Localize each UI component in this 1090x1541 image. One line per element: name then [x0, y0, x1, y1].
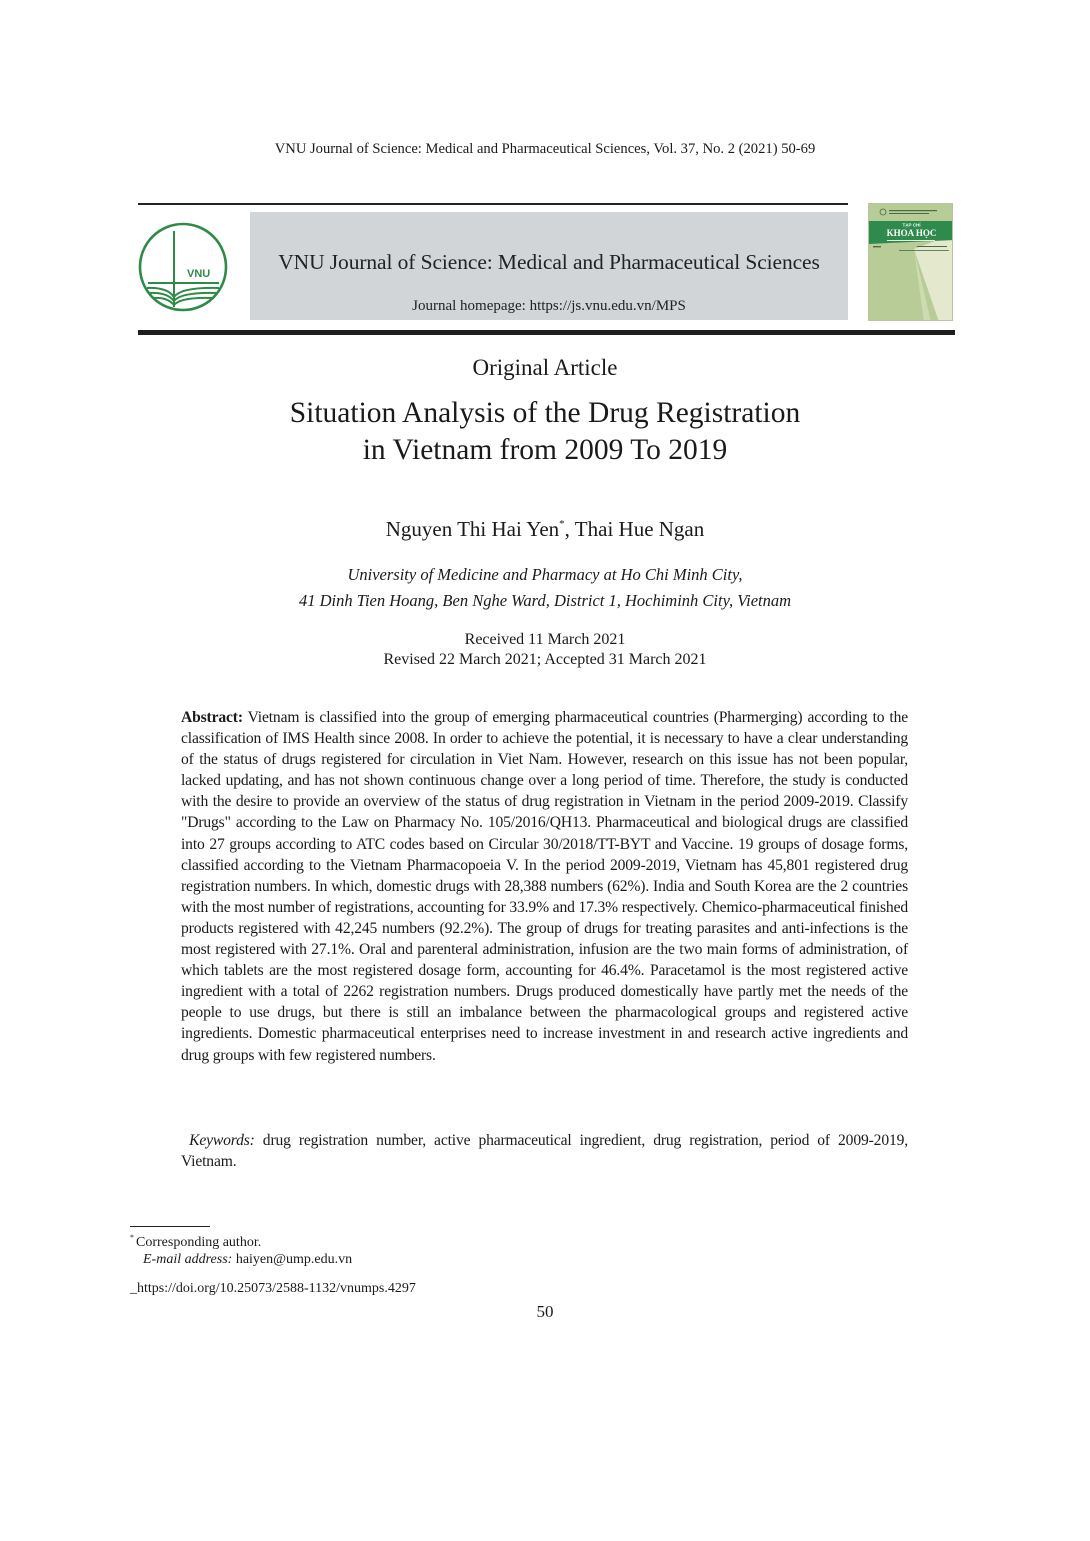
affiliation-line-2: 41 Dinh Tien Hoang, Ben Nghe Ward, District 1, Hochiminh City, Vietnam: [298, 591, 792, 610]
abstract-label: Abstract:: [181, 709, 243, 726]
author-list: [0, 517, 1090, 542]
abstract: [181, 707, 908, 1066]
header-rule-thick: [138, 330, 955, 335]
author-name: Nguyen Thi Hai Yen: [385, 517, 560, 541]
doi-link[interactable]: _https://doi.org/10.25073/2588-1132/vnumps.4297: [130, 1281, 416, 1296]
abstract-text: Vietnam is classified into the group of emerging pharmaceutical countries (Pharmerging) according to the classification of IMS Health since 2008. In order to achieve the potential, it is necessary to have a clear understanding of the status of drugs registered for circulation in Viet Nam. However, research on this issue has not been popular, lacked updating, and has not shown continuous change over a long period of time. Therefore, the study is conducted with the desire to provide an overview of the status of drug registration in Vietnam in the period 2009-2019. Classify "Drugs" according to the Law on Pharmacy No. 105/2016/QH13. Pharmaceutical and biological drugs are classified into 27 groups according to ATC codes based on Circular 30/2018/TT-BYT and Vaccine. 19 groups of dosage forms, classified according to the Vietnam Pharmacopoeia V. In the period 2009-2019, Vietnam has 45,801 registered drug registration numbers. In which, domestic drugs with 28,388 numbers (62%). India and South Korea are the 2 countries with the most number of registrations, accounting for 33.9% and 17.3% respectively. Chemico-pharmaceutical finished products registered with 42,245 numbers (92.2%). The group of drugs for treating parasites and anti-infections is the most registered with 27.1%. Oral and parenteral administration, infusion are the two main forms of administration, of which tablets are the most registered dosage form, accounting for 46.4%. Paracetamol is the most registered active ingredient with a total of 2262 registration numbers. Drugs produced domestically have partly met the needs of the people to use drugs, but there is still an imbalance between the pharmacological groups and registered active ingredients. Domestic pharmaceutical enterprises need to increase investment in and research active ingredients and drug groups with few registered numbers.: [181, 709, 909, 1064]
title-line-1: Situation Analysis of the Drug Registration: [289, 397, 801, 429]
affiliation-line-1: University of Medicine and Pharmacy at Ho Chi Minh City,: [347, 565, 743, 584]
author-separator: ,: [564, 517, 575, 541]
cover-image-icon: [869, 204, 953, 321]
journal-banner: [250, 212, 848, 320]
journal-homepage-link[interactable]: Journal homepage: https://js.vnu.edu.vn/MPS: [412, 298, 686, 314]
keywords-text: drug registration number, active pharmaceutical ingredient, drug registration, period of 2009-2019, Vietnam.: [181, 1132, 909, 1171]
footnote-corresponding: [130, 1233, 261, 1251]
email-label: E-mail address:: [143, 1252, 233, 1267]
running-head: VNU Journal of Science: Medical and Pharmaceutical Sciences, Vol. 37, No. 2 (2021) 50-69: [274, 141, 816, 157]
affiliation: [0, 562, 1090, 614]
keywords: [181, 1130, 908, 1172]
footnote-rule: [130, 1226, 210, 1227]
article-title: [0, 395, 1090, 469]
received-date: Received 11 March 2021: [464, 631, 626, 648]
page-number: 50: [536, 1302, 554, 1321]
corresponding-author-label: Corresponding author.: [136, 1235, 262, 1250]
footnote-email: [143, 1252, 352, 1268]
keywords-label: Keywords:: [189, 1132, 255, 1149]
author-name: Thai Hue Ngan: [574, 517, 705, 541]
svg-text:KHOA HỌC: KHOA HỌC: [886, 228, 937, 238]
article-dates: [0, 630, 1090, 670]
article-type: Original Article: [472, 355, 618, 380]
svg-text:TẠP CHÍ: TẠP CHÍ: [902, 222, 921, 228]
header-rule-thin: [138, 203, 848, 205]
journal-cover-thumbnail: [868, 203, 953, 321]
vnu-logo-icon: [137, 221, 229, 313]
svg-text:VNU: VNU: [187, 268, 211, 280]
title-line-2: in Vietnam from 2009 To 2019: [362, 434, 728, 466]
email-link[interactable]: haiyen@ump.edu.vn: [235, 1252, 353, 1267]
footnote-mark: *: [130, 1233, 134, 1242]
journal-title: VNU Journal of Science: Medical and Pharmaceutical Sciences: [278, 250, 820, 274]
corresponding-author-mark[interactable]: *: [559, 518, 565, 530]
revised-accepted-dates: Revised 22 March 2021; Accepted 31 March 2021: [383, 651, 707, 668]
